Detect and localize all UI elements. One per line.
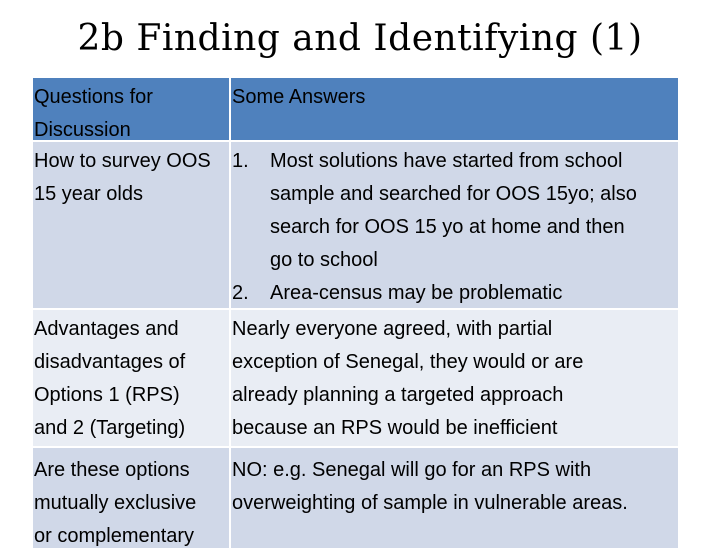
header-questions-text: Questions for Discussion xyxy=(34,86,153,141)
question-cell xyxy=(33,448,229,548)
answer-number: 2. xyxy=(232,282,249,304)
header-answers-text: Some Answers xyxy=(232,86,366,108)
question-cell xyxy=(33,310,229,446)
answer-list xyxy=(232,145,676,310)
answer-text: Nearly everyone agreed, with partial exception of Senegal, they would or are already planning a targeted approach because an RPS would be inefficient xyxy=(232,318,584,439)
header-cell-questions xyxy=(33,78,229,140)
header-cell-answers xyxy=(231,78,678,140)
answer-item-text: Most solutions have started from school sample and searched for OOS 15yo; also search for OOS 15 yo at home and then go to school xyxy=(270,150,637,271)
answer-number: 1. xyxy=(232,150,249,172)
question-text: Advantages and disadvantages of Options 1 (RPS) and 2 (Targeting) xyxy=(34,318,186,439)
answer-cell xyxy=(231,310,678,446)
table-header-row xyxy=(33,78,678,140)
slide-title: 2b Finding and Identifying (1) xyxy=(77,18,643,59)
answer-list-item xyxy=(232,145,676,277)
question-text: Are these options mutually exclusive or complementary xyxy=(34,459,197,547)
answer-cell xyxy=(231,142,678,308)
table-row xyxy=(33,142,678,308)
answer-item-text: Area-census may be problematic xyxy=(270,282,563,304)
question-text: How to survey OOS 15 year olds xyxy=(34,150,211,205)
question-cell xyxy=(33,142,229,308)
answer-cell xyxy=(231,448,678,548)
table-row xyxy=(33,310,678,446)
answer-list-item xyxy=(232,277,676,310)
discussion-table xyxy=(33,78,678,548)
table-row xyxy=(33,448,678,548)
answer-text: NO: e.g. Senegal will go for an RPS with overweighting of sample in vulnerable areas. xyxy=(232,459,628,514)
